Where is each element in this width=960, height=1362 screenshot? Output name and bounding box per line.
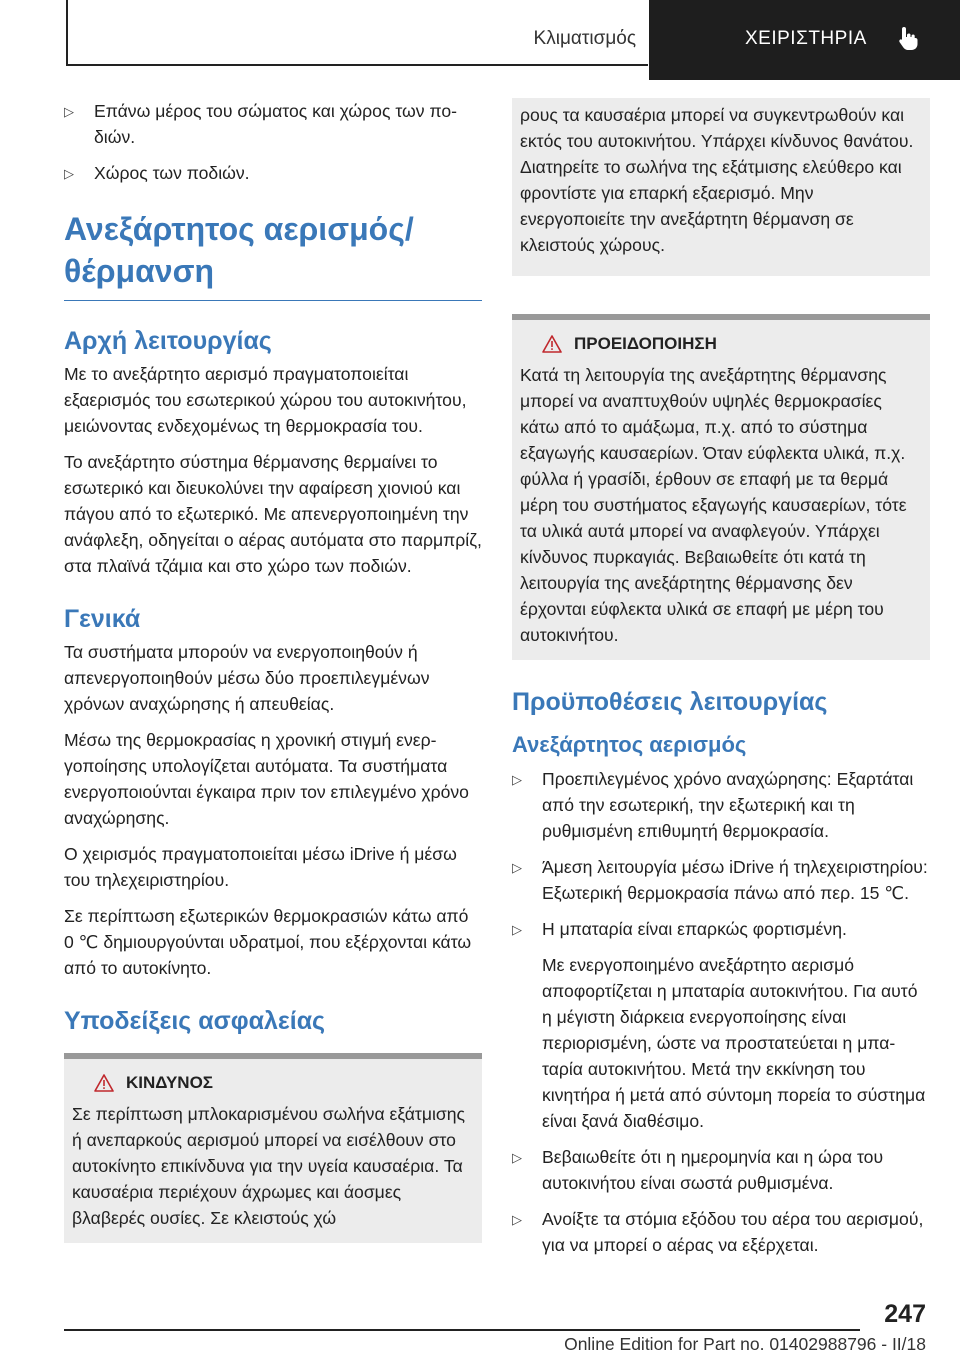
right-column — [512, 98, 930, 1268]
danger-text-continued: ρους τα καυσαέρια μπορεί να συγκεντρωθούν και εκτός του αυτοκινήτου. Υπάρχει κίνδυνος θανάτου. Διατηρείτε το σωλήνα της εξάτμισης ελεύθερο και φροντίστε για επαρκή εξαερισμό. Μην ενεργοποιείτε την ανεξάρτητη θέρμανση σε κλειστούς χώρους. — [520, 105, 914, 255]
danger-box — [64, 1053, 482, 1243]
heading-prerequisites: Προϋποθέσεις λειτουργίας — [512, 688, 828, 716]
list-item-text: Χώρος των ποδιών. — [94, 163, 250, 183]
heading-general: Γενικά — [64, 605, 141, 633]
paragraph: Το ανεξάρτητο σύστημα θέρμανσης θερμαίνει το εσωτερικό και διευκολύνει την αφαίρεση χιονιού και πάγου από το εξωτερικό. Με απενεργοποιημένη την ανάφλεξη, οδηγείται ο αέρας αυτόματα στο παρμπρίζ, στα πλαϊνά τζάμια και στο χώρο των ποδιών. — [64, 452, 482, 576]
chapter-heading: Ανεξάρτητος αερισμός/θέρμανση — [64, 208, 482, 301]
list-item-text: Η μπαταρία είναι επαρκώς φορτισμένη. — [542, 919, 847, 939]
warning-title: ΠΡΟΕΙΔΟΠΟΙΗΣΗ — [574, 334, 717, 353]
danger-box-continued — [512, 98, 930, 276]
list-item — [512, 1144, 930, 1196]
left-column — [64, 98, 482, 1243]
bullet-triangle-icon: ▷ — [512, 922, 522, 937]
bullet-triangle-icon: ▷ — [512, 1150, 522, 1165]
danger-title: ΚΙΝΔΥΝΟΣ — [126, 1073, 213, 1092]
heading-safety: Υποδείξεις ασφαλείας — [64, 1007, 326, 1035]
chapter-label: ΧΕΙΡΙΣΤΗΡΙΑ — [745, 28, 867, 49]
bullet-triangle-icon: ▷ — [512, 772, 522, 787]
header-rule-horizontal — [66, 64, 648, 66]
pointing-hand-icon — [895, 24, 923, 52]
bullet-triangle-icon: ▷ — [512, 1212, 522, 1227]
list-item — [64, 98, 482, 150]
bullet-triangle-icon: ▷ — [64, 104, 74, 119]
list-item — [512, 916, 930, 1134]
paragraph: Ο χειρισμός πραγματοποιείται μέσω iDrive ή μέσω του τηλεχειριστηρίου. — [64, 844, 457, 890]
list-item-text: Άμεση λειτουργία μέσω iDrive ή τηλεχειριστηρίου: Εξωτερική θερμοκρασία πάνω από περ. 15 ℃. — [542, 857, 928, 903]
warning-triangle-icon — [542, 335, 562, 353]
warning-box — [512, 314, 930, 660]
bullet-triangle-icon: ▷ — [64, 166, 74, 181]
page-header — [0, 0, 960, 80]
footer-rule — [64, 1329, 860, 1331]
heading-operation-principle: Αρχή λειτουργίας — [64, 327, 272, 355]
bullet-triangle-icon: ▷ — [512, 860, 522, 875]
list-item — [512, 1206, 930, 1258]
page-number: 247 — [884, 1300, 926, 1328]
list-item-text: Επάνω μέρος του σώματος και χώρος των ποδιών. — [94, 101, 457, 147]
heading-independent-ventilation: Ανεξάρτητος αερισμός — [512, 732, 747, 757]
warning-text: Κατά τη λειτουργία της ανεξάρτητης θέρμανσης μπορεί να αναπτυχθούν υψηλές θερμοκρασίες κάτω από το αμάξωμα, π.χ. από το σύστημα εξαγωγής καυσαερίων. Όταν εύφλεκτα υλικά, π.χ. φύλλα ή γρασίδι, έρθουν σε επαφή με τα θερμά μέρη του συστήματος εξαγωγής καυσαερίων, τότε τα υλικά αυτά μπορεί να αναφλεγούν. Υπάρχει κίνδυνος πυρκαγιάς. Βεβαιωθείτε ότι κατά τη λειτουργία της ανεξάρτητης θέρμανσης δεν έρχονται εύφλεκτα υλικά σε επαφή με μέρη του αυτοκινήτου. — [520, 365, 907, 645]
list-item-text: Προεπιλεγμένος χρόνο αναχώρησης: Εξαρτάται από την εσωτερική, την εξωτερική και τη ρυθμισμένη επιθυμητή θερμοκρασία. — [542, 769, 914, 841]
paragraph: Σε περίπτωση εξωτερικών θερμοκρασιών κάτω από 0 ℃ δημιουργούνται υδρατμοί, που εξέρχονται κάτω από το αυτοκίνητο. — [64, 906, 472, 978]
warning-triangle-icon — [94, 1074, 114, 1092]
list-item — [512, 766, 930, 844]
chapter-tab — [649, 0, 960, 80]
section-title: Κλιματισμός — [533, 28, 636, 49]
paragraph: Τα συστήματα μπορούν να ενεργοποιηθούν ή απενεργοποιηθούν μέσω δύο προεπιλεγμένων χρόνων αναχώρησης ή απευθείας. — [64, 642, 430, 714]
paragraph: Με το ανεξάρτητο αερισμό πραγματοποιείται εξαερισμός του εσωτερικού χώρου του αυτοκινήτου, μειώνοντας ενδεχομένως τη θερμοκρασία του. — [64, 364, 467, 436]
list-item — [512, 854, 930, 906]
list-item — [64, 160, 482, 186]
list-item-text: Ανοίξτε τα στόμια εξόδου του αέρα του αερισμού, για να μπορεί ο αέρας να εξέρχεται. — [542, 1209, 924, 1255]
paragraph: Μέσω της θερμοκρασίας η χρονική στιγμή ενεργοποίησης υπολογίζεται αυτόματα. Τα συστήματα ενεργοποιούνται έγκαιρα πριν τον επιλεγμένο χρόνο αναχώρησης. — [64, 730, 469, 828]
footer-edition: Online Edition for Part no. 01402988796 - II/18 — [564, 1334, 926, 1354]
danger-text: Σε περίπτωση μπλοκαρισμένου σωλήνα εξάτμισης ή ανεπαρκούς αερισμού μπορεί να εισέλθουν στο αυτοκίνητο επικίνδυνα για την υγεία καυσαέρια. Τα καυσαέρια περιέχουν άχρωμες και άοσμες βλαβερές ουσίες. Σε κλειστούς χώ — [72, 1104, 466, 1228]
list-item-note: Με ενεργοποιημένο ανεξάρτητο αερισμό αποφορτίζεται η μπαταρία αυτοκινήτου. Για αυτό η μέγιστη διάρκεια ενεργοποίησης είναι περιορισμένη, ώστε να προστατεύεται η μπαταρία αυτοκινήτου. Μετά την εκκίνηση του κινητήρα ή μετά από σύντομη πορεία το σύστημα είναι ξανά διαθέσιμο. — [542, 955, 926, 1131]
list-item-text: Βεβαιωθείτε ότι η ημερομηνία και η ώρα του αυτοκινήτου είναι σωστά ρυθμισμένα. — [542, 1147, 884, 1193]
